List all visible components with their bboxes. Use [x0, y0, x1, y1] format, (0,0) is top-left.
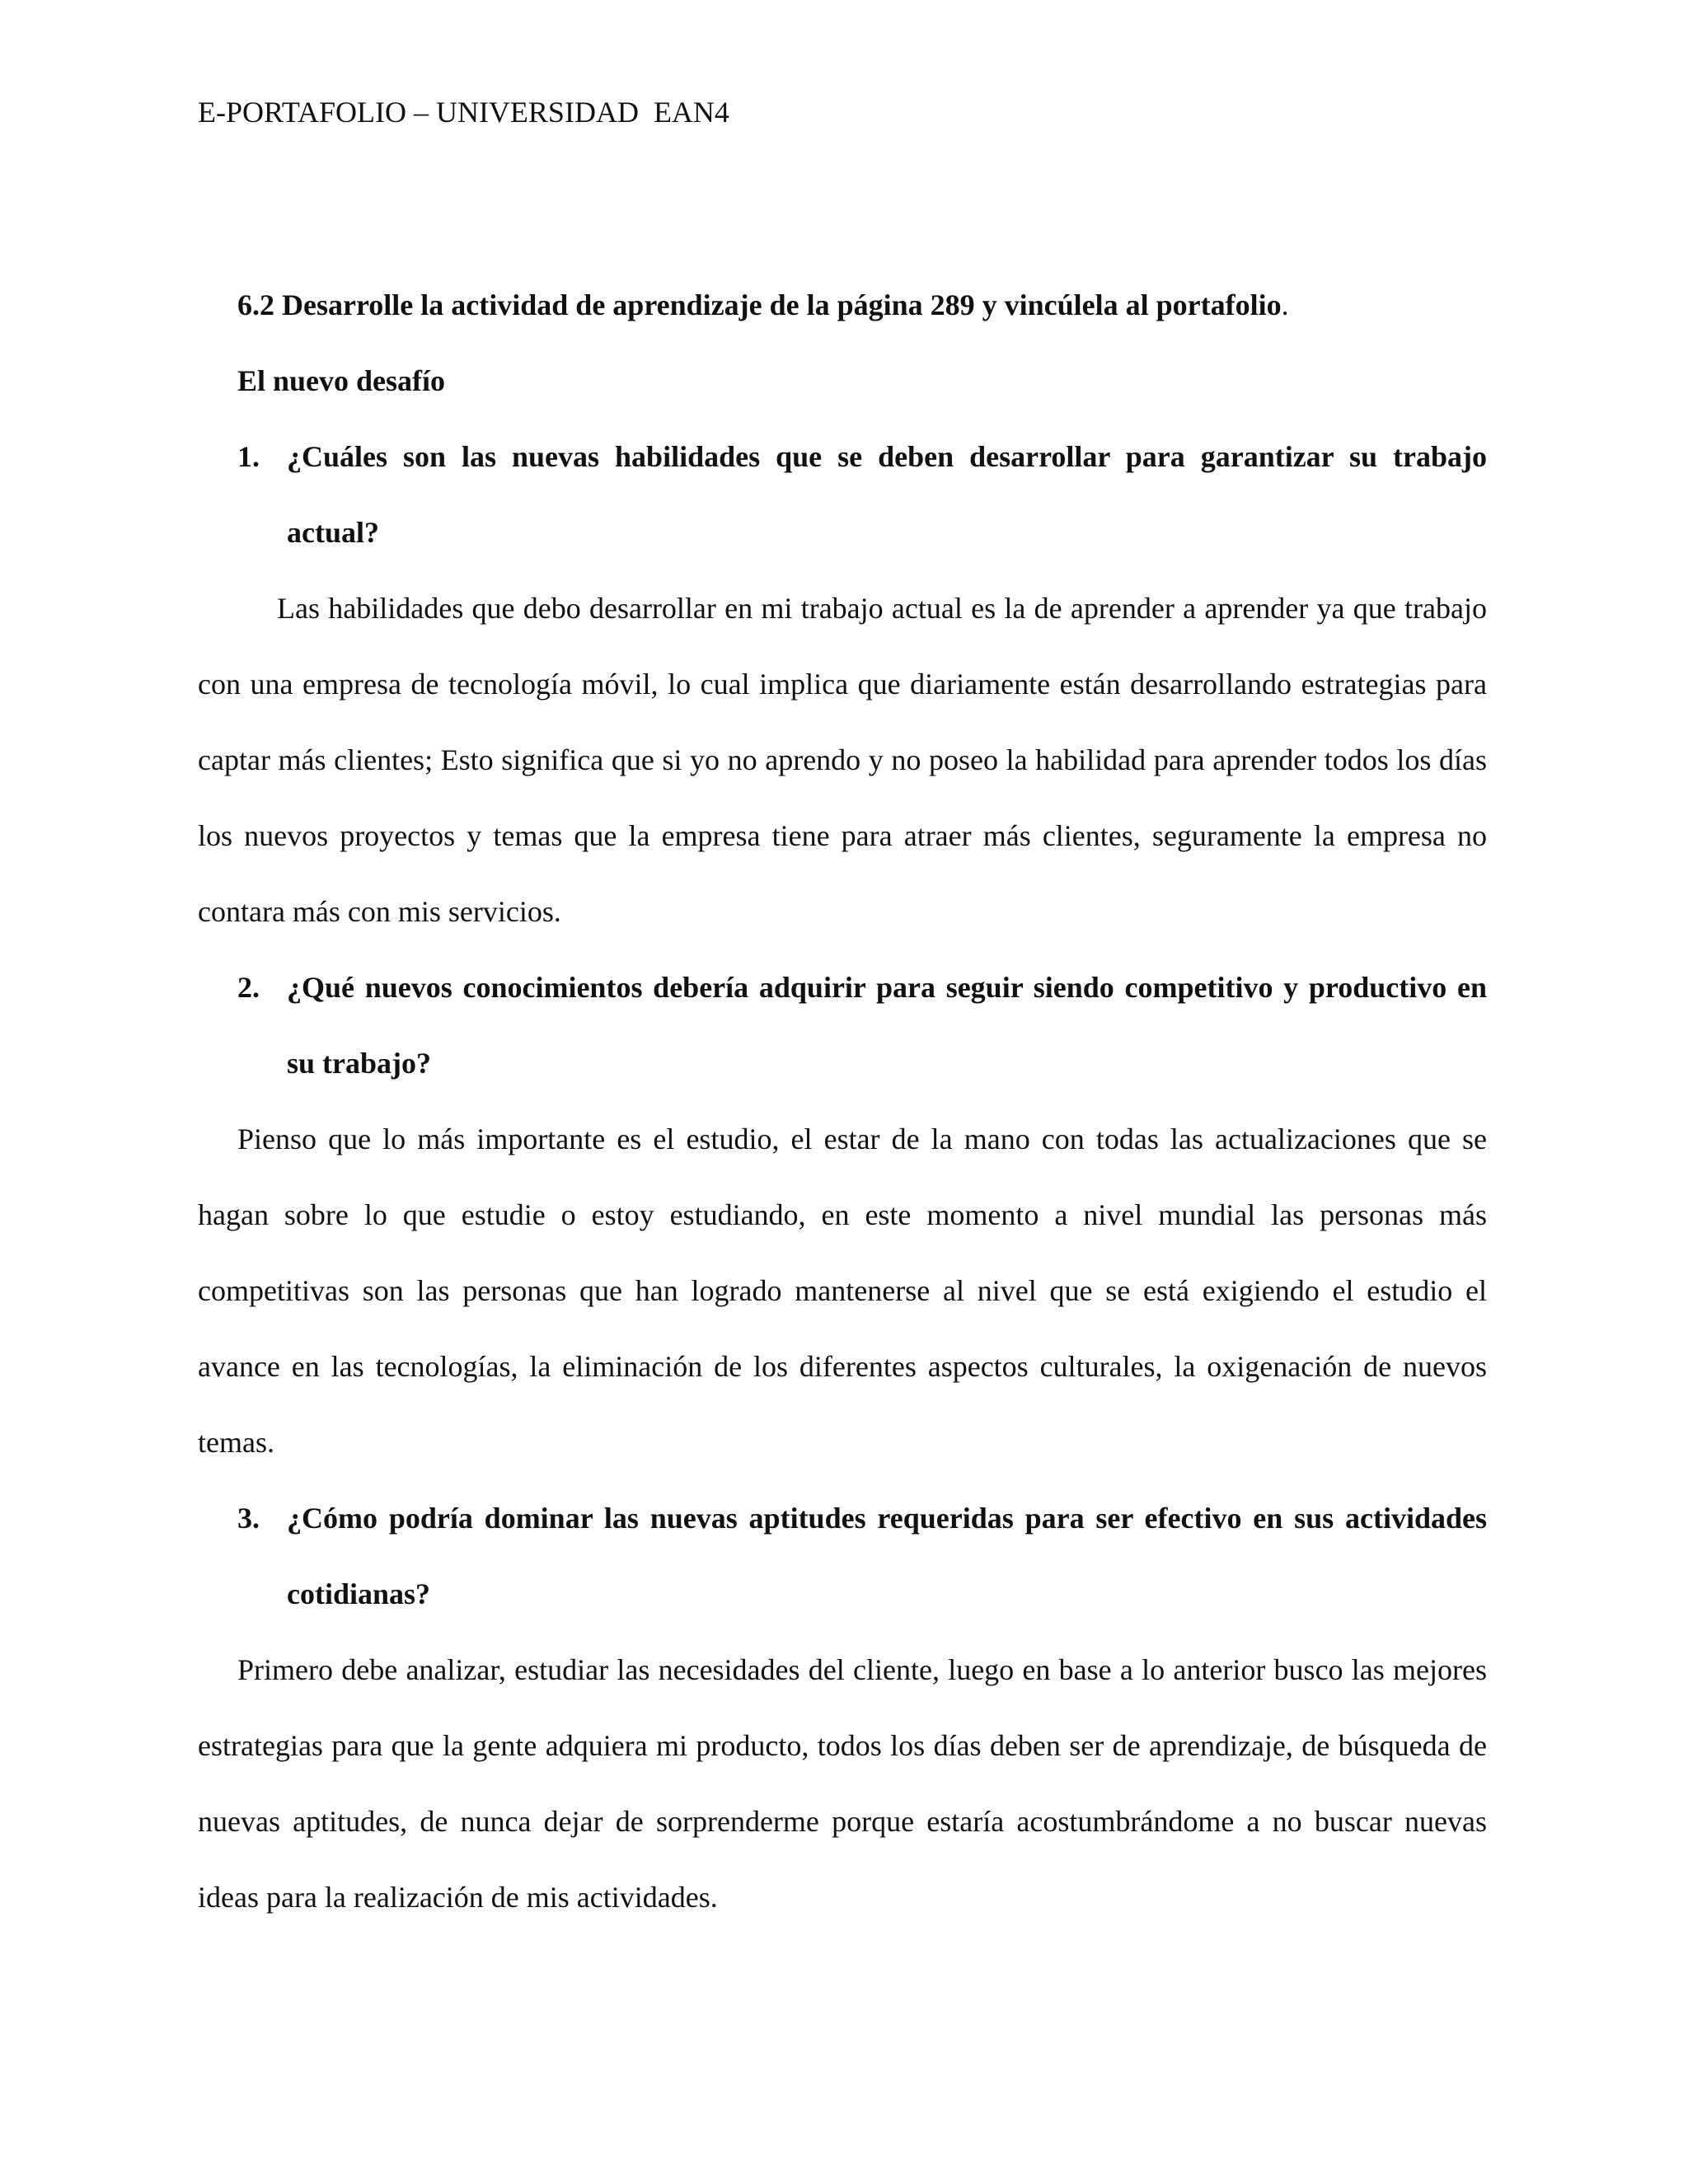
question-number: 1.: [237, 440, 260, 473]
question-text: ¿Cuáles son las nuevas habilidades que se deben desarrollar para garantizar su trabajo actual?: [287, 440, 1487, 549]
document-body: [198, 267, 1487, 1935]
running-head: E-PORTAFOLIO – UNIVERSIDAD EAN4: [198, 96, 729, 129]
section-title-text: 6.2 Desarrolle la actividad de aprendizaje de la página 289 y vincúlela al portafolio: [237, 288, 1282, 321]
section-title: [198, 267, 1487, 343]
question-text: ¿Cómo podría dominar las nuevas aptitudes requeridas para ser efectivo en sus actividades cotidianas?: [287, 1502, 1487, 1610]
question-number: 2.: [237, 971, 260, 1004]
question-1: [198, 419, 1487, 570]
answer-3: Primero debe analizar, estudiar las necesidades del cliente, luego en base a lo anterior busco las mejores estrategias para que la gente adquiera mi producto, todos los días deben ser de aprendizaje, de búsqueda de nuevas aptitudes, de nunca dejar de sorprenderme porque estaría acostumbrándome a no buscar nuevas ideas para la realización de mis actividades.: [198, 1653, 1487, 1914]
question-text: ¿Qué nuevos conocimientos debería adquirir para seguir siendo competitivo y productivo en su trabajo?: [287, 971, 1487, 1080]
section-subtitle: El nuevo desafío: [237, 364, 446, 397]
question-2: [198, 949, 1487, 1101]
question-number: 3.: [237, 1502, 260, 1535]
section-title-period: .: [1281, 288, 1289, 321]
answer-1: Las habilidades que debo desarrollar en mi trabajo actual es la de aprender a aprender ya que trabajo con una empresa de tecnología móvil, lo cual implica que diariamente están desarrollando estrategias para captar más clientes; Esto significa que si yo no aprendo y no poseo la habilidad para aprender todos los días los nuevos proyectos y temas que la empresa tiene para atraer más clientes, seguramente la empresa no contara más con mis servicios.: [198, 592, 1487, 928]
question-3: [198, 1480, 1487, 1632]
answer-2: Pienso que lo más importante es el estudio, el estar de la mano con todas las actualizaciones que se hagan sobre lo que estudie o estoy estudiando, en este momento a nivel mundial las personas más competitivas son las personas que han logrado mantenerse al nivel que se está exigiendo el estudio el avance en las tecnologías, la eliminación de los diferentes aspectos culturales, la oxigenación de nuevos temas.: [198, 1122, 1487, 1459]
